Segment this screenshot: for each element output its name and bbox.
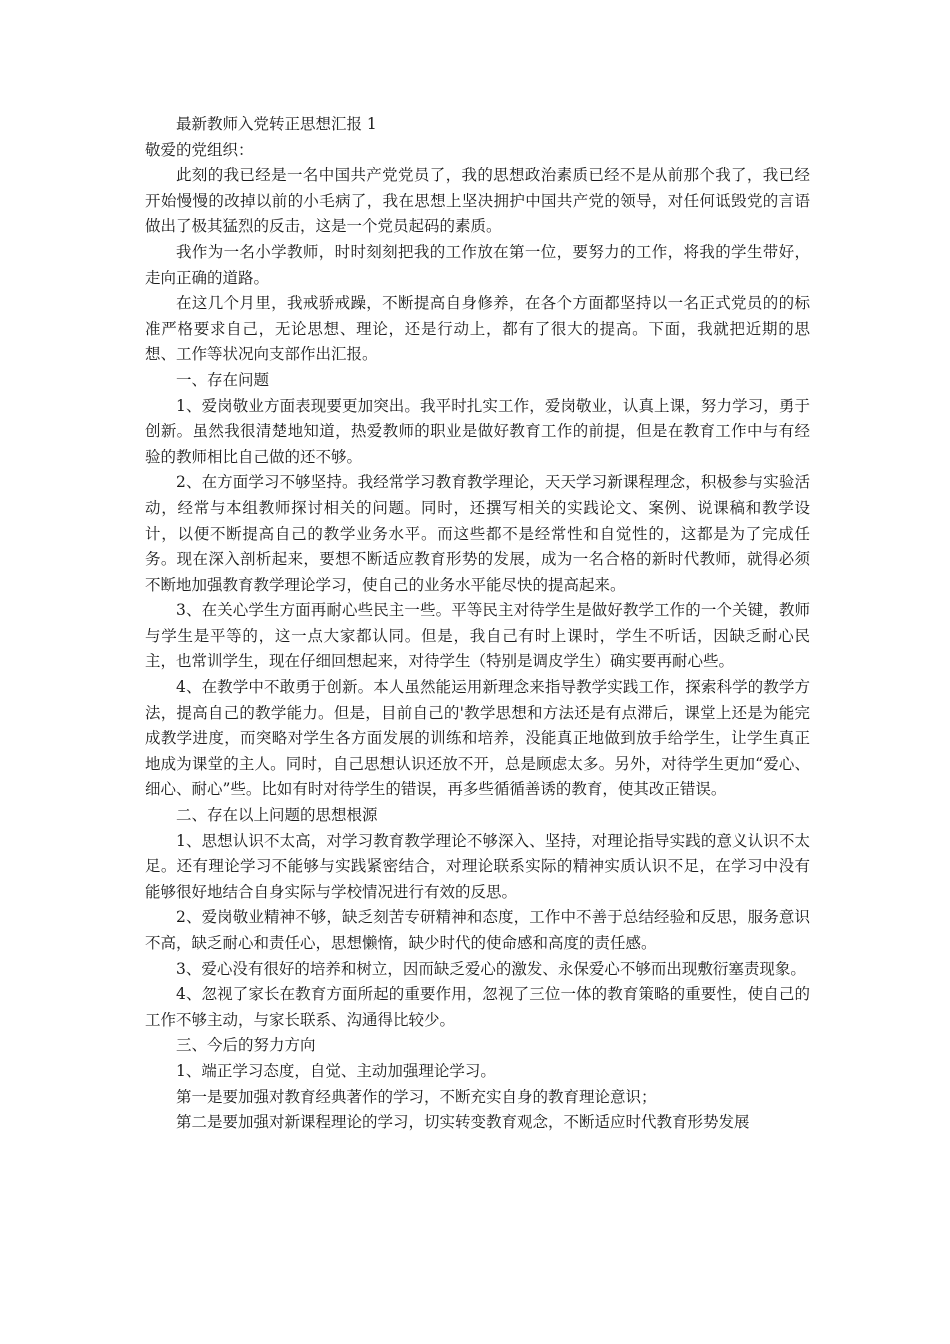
paragraph: 3、在关心学生方面再耐心些民主一些。平等民主对待学生是做好教学工作的一个关键，教师与学生是平等的，这一点大家都认同。但是，我自己有时上课时，学生不听话，因缺乏耐心民主，也常训学生，现在仔细回想起来，对待学生（特别是调皮学生）确实要再耐心些。 xyxy=(145,601,810,671)
paragraph: 第一是要加强对教育经典著作的学习，不断充实自身的教育理论意识； xyxy=(176,1087,657,1106)
paragraph: 此刻的我已经是一名中国共产党党员了，我的思想政治素质已经不是从前那个我了，我已经开始慢慢的改掉以前的小毛病了，我在思想上坚决拥护中国共产党的领导，对任何诋毁党的言语做出了极其猛烈的反击，这是一个党员起码的素质。 xyxy=(145,166,810,236)
paragraph: 1、思想认识不太高，对学习教育教学理论不够深入、坚持，对理论指导实践的意义认识不太足。还有理论学习不能够与实践紧密结合，对理论联系实际的精神实质认识不足，在学习中没有能够很好地结合自身实际与学校情况进行有效的反思。 xyxy=(145,831,810,901)
paragraph: 1、端正学习态度，自觉、主动加强理论学习。 xyxy=(176,1061,496,1080)
paragraph: 2、在方面学习不够坚持。我经常学习教育教学理论，天天学习新课程理念，积极参与实验活动，经常与本组教师探讨相关的问题。同时，还撰写相关的实践论文、案例、说课稿和教学设计，以便不断提高自己的教学业务水平。而这些都不是经常性和自觉性的，这都是为了完成任务。现在深入剖析起来，要想不断适应教育形势的发展，成为一名合格的新时代教师，就得必须不断地加强教育教学理论学习，使自己的业务水平能尽快的提高起来。 xyxy=(145,473,810,594)
salutation: 敬爱的党组织： xyxy=(145,140,254,159)
paragraph: 2、爱岗敬业精神不够，缺乏刻苦专研精神和态度，工作中不善于总结经验和反思，服务意识不高，缺乏耐心和责任心，思想懒惰，缺少时代的使命感和高度的责任感。 xyxy=(145,908,810,952)
paragraph: 在这几个月里，我戒骄戒躁，不断提高自身修养，在各个方面都坚持以一名正式党员的的标准严格要求自己，无论思想、理论，还是行动上，都有了很大的提高。下面，我就把近期的思想、工作等状况向支部作出汇报。 xyxy=(145,294,810,364)
paragraph: 3、爱心没有很好的培养和树立，因而缺乏爱心的激发、永保爱心不够而出现敷衍塞责现象。 xyxy=(176,959,806,978)
section-heading: 三、今后的努力方向 xyxy=(176,1036,316,1055)
paragraph: 第二是要加强对新课程理论的学习，切实转变教育观念，不断适应时代教育形势发展 xyxy=(176,1113,750,1132)
paragraph: 我作为一名小学教师，时时刻刻把我的工作放在第一位，要努力的工作，将我的学生带好，走向正确的道路。 xyxy=(145,242,810,287)
section-heading: 一、存在问题 xyxy=(176,370,270,389)
paragraph: 1、爱岗敬业方面表现要更加突出。我平时扎实工作，爱岗敬业，认真上课，努力学习，勇于创新。虽然我很清楚地知道，热爱教师的职业是做好教育工作的前提，但是在教育工作中与有经验的教师相比自己做的还不够。 xyxy=(145,396,810,466)
paragraph: 4、在教学中不敢勇于创新。本人虽然能运用新理念来指导教学实践工作，探索科学的教学方法，提高自己的教学能力。但是，目前自己的'教学思想和方法还是有点滞后，课堂上还是为能完成教学进度，而突略对学生各方面发展的训练和培养，没能真正地做到放手给学生，让学生真正地成为课堂的主人。同时，自己思想认识还放不开，总是顾虑太多。另外，对待学生更加“爱心、细心、耐心”些。比如有时对待学生的错误，再多些循循善诱的教育，使其改正错误。 xyxy=(145,678,810,799)
document-page xyxy=(145,112,810,1136)
paragraph: 4、忽视了家长在教育方面所起的重要作用，忽视了三位一体的教育策略的重要性，使自己的工作不够主动，与家长联系、沟通得比较少。 xyxy=(145,985,810,1029)
document-title: 最新教师入党转正思想汇报 1 xyxy=(176,115,377,133)
section-heading: 二、存在以上问题的思想根源 xyxy=(176,806,378,825)
